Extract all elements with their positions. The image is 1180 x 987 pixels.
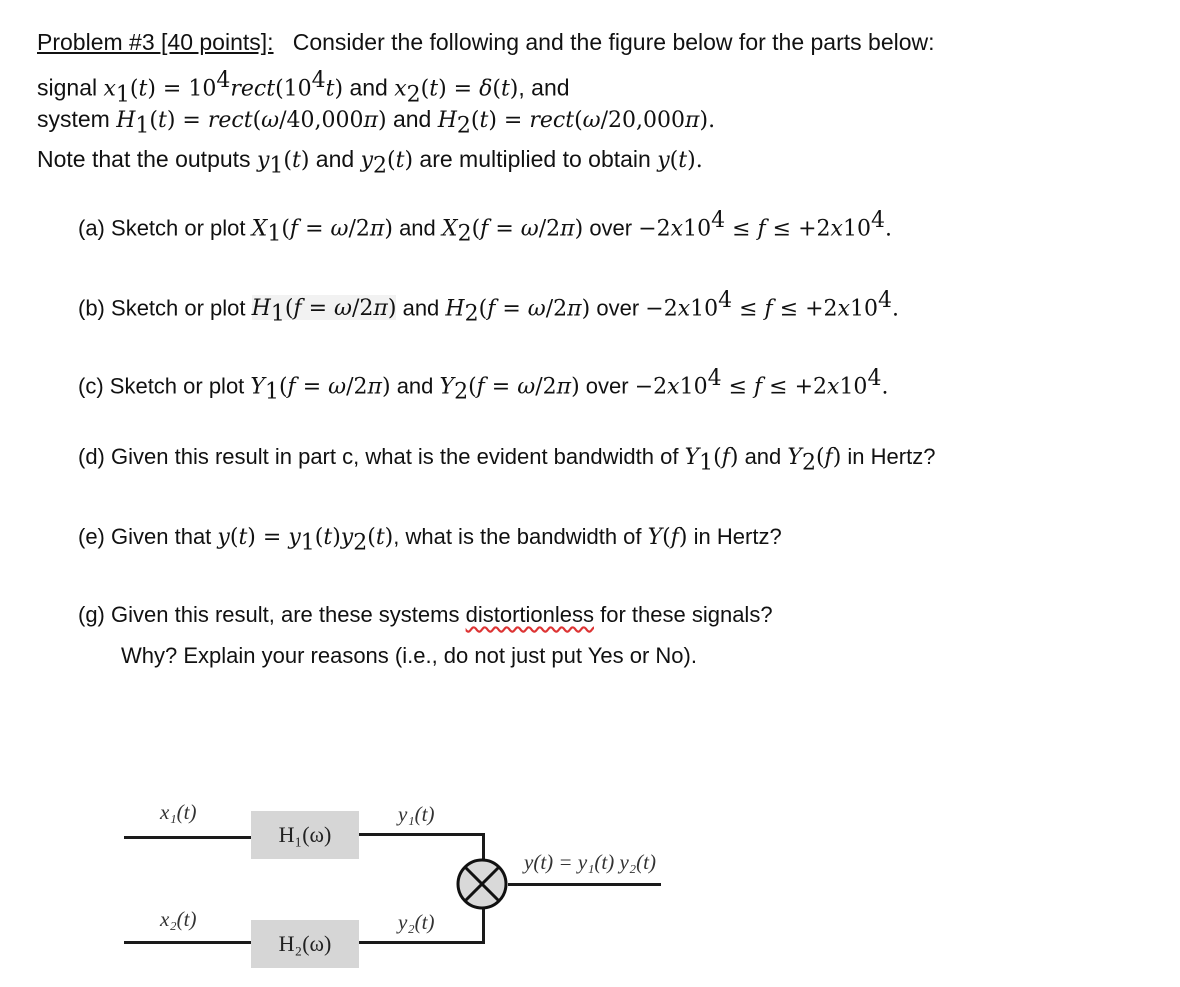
input-2-label: x₂(t) [160,907,197,931]
part-c-label: (c) [78,373,104,399]
signal-line: signal $x_1(t)$ = $10^4rect(10^4t)$ and $x_2(t) = \delta(t)$, and [37,68,570,108]
part-e-mid: , what is the bandwidth of [393,524,642,549]
output-1-drop-wire [482,833,485,859]
part-c-text: Sketch or plot [109,373,245,399]
signal-label: signal [37,74,98,101]
part-a-label: (a) [78,215,105,241]
problem-heading-line [37,27,935,57]
part-b-over: over [596,295,640,321]
note-line: Note that the outputs $y_1(t)$ and $y_2(t)$ are multiplied to obtain y(t). [37,146,703,179]
output-label: y(t) = y₁(t) y₂(t) [524,850,656,874]
input-1-label: x₁(t) [160,800,197,824]
output-2-rise-wire [482,909,485,944]
part-g-label: (g) [78,602,105,627]
part-e-label: (e) [78,524,105,549]
filter-h2-label: H₂(ω) [278,931,332,956]
part-c-over: over [585,373,629,399]
part-e-after: in Hertz? [693,524,782,549]
note-suffix: are multiplied to obtain [419,146,651,172]
part-g-after: for these signals? [600,602,773,627]
part-b-and: and [402,295,440,321]
output-1-wire [359,833,484,836]
problem-heading: Problem #3 [40 points]: [37,29,274,55]
output-1-label: y₁(t) [398,802,435,826]
filter-h1-label: H₁(ω) [278,822,332,847]
part-a-and: and [399,215,436,241]
part-d-after: in Hertz? [847,444,936,469]
input-1-wire [124,836,251,839]
signal-and: and [349,74,388,101]
part-d-label: (d) [78,444,105,469]
part-b: (b) Sketch or plot $H_1(f = \omega/2\pi)$ and $H_2(f = \omega/2\pi)$ over $-2x10^4 \le f \le +2x10^4$. [78,288,899,327]
part-a: (a) Sketch or plot $X_1(f = \omega/2\pi)$ and $X_2(f = \omega/2\pi)$ over $-2x10^4 \le f \le +2x10^4$. [78,208,892,247]
filter-h1-box [251,811,359,859]
part-d-and: and [744,444,782,469]
part-g-text: Given this result, are these systems [111,602,460,627]
system-line: system $H_1(t)$ = rect(ω/40,000π) and $H_2(t)$ = rect(ω/20,000π). [37,106,716,139]
output-2-wire [359,941,484,944]
system-and: and [392,106,432,132]
output-2-label: y₂(t) [398,910,435,934]
multiplier-icon [455,857,509,911]
part-e-text: Given that [111,524,212,549]
part-a-over: over [589,215,633,241]
part-c: (c) Sketch or plot $Y_1(f = \omega/2\pi)$ and $Y_2(f = \omega/2\pi)$ over $-2x10^4 \le f \le +2x10^4$. [78,366,889,405]
part-g-line2: Why? Explain your reasons (i.e., do not just put Yes or No). [121,643,697,668]
filter-h2-box [251,920,359,968]
part-d-text: Given this result in part c, what is the evident bandwidth of [111,444,679,469]
system-label: system [37,106,110,132]
output-wire [508,883,661,886]
input-2-wire [124,941,251,944]
problem-intro: Consider the following and the figure below for the parts below: [292,29,935,55]
part-b-label: (b) [78,295,105,321]
part-a-text: Sketch or plot [111,215,246,241]
signal-and-comma: , and [518,74,570,101]
part-c-and: and [396,373,434,399]
note-prefix: Note that the outputs [37,146,251,172]
note-and: and [315,146,355,172]
part-b-text: Sketch or plot [111,295,246,321]
part-d: (d) Given this result in part c, what is the evident bandwidth of $Y_1(f)$ and $Y_2(f)$ in Hertz? [78,444,936,476]
part-e: (e) Given that $y(t) = y_1(t)y_2(t)$, what is the bandwidth of Y(f) in Hertz? [78,524,782,556]
part-g-distortionless: distortionless [465,602,594,627]
part-g [78,600,773,630]
